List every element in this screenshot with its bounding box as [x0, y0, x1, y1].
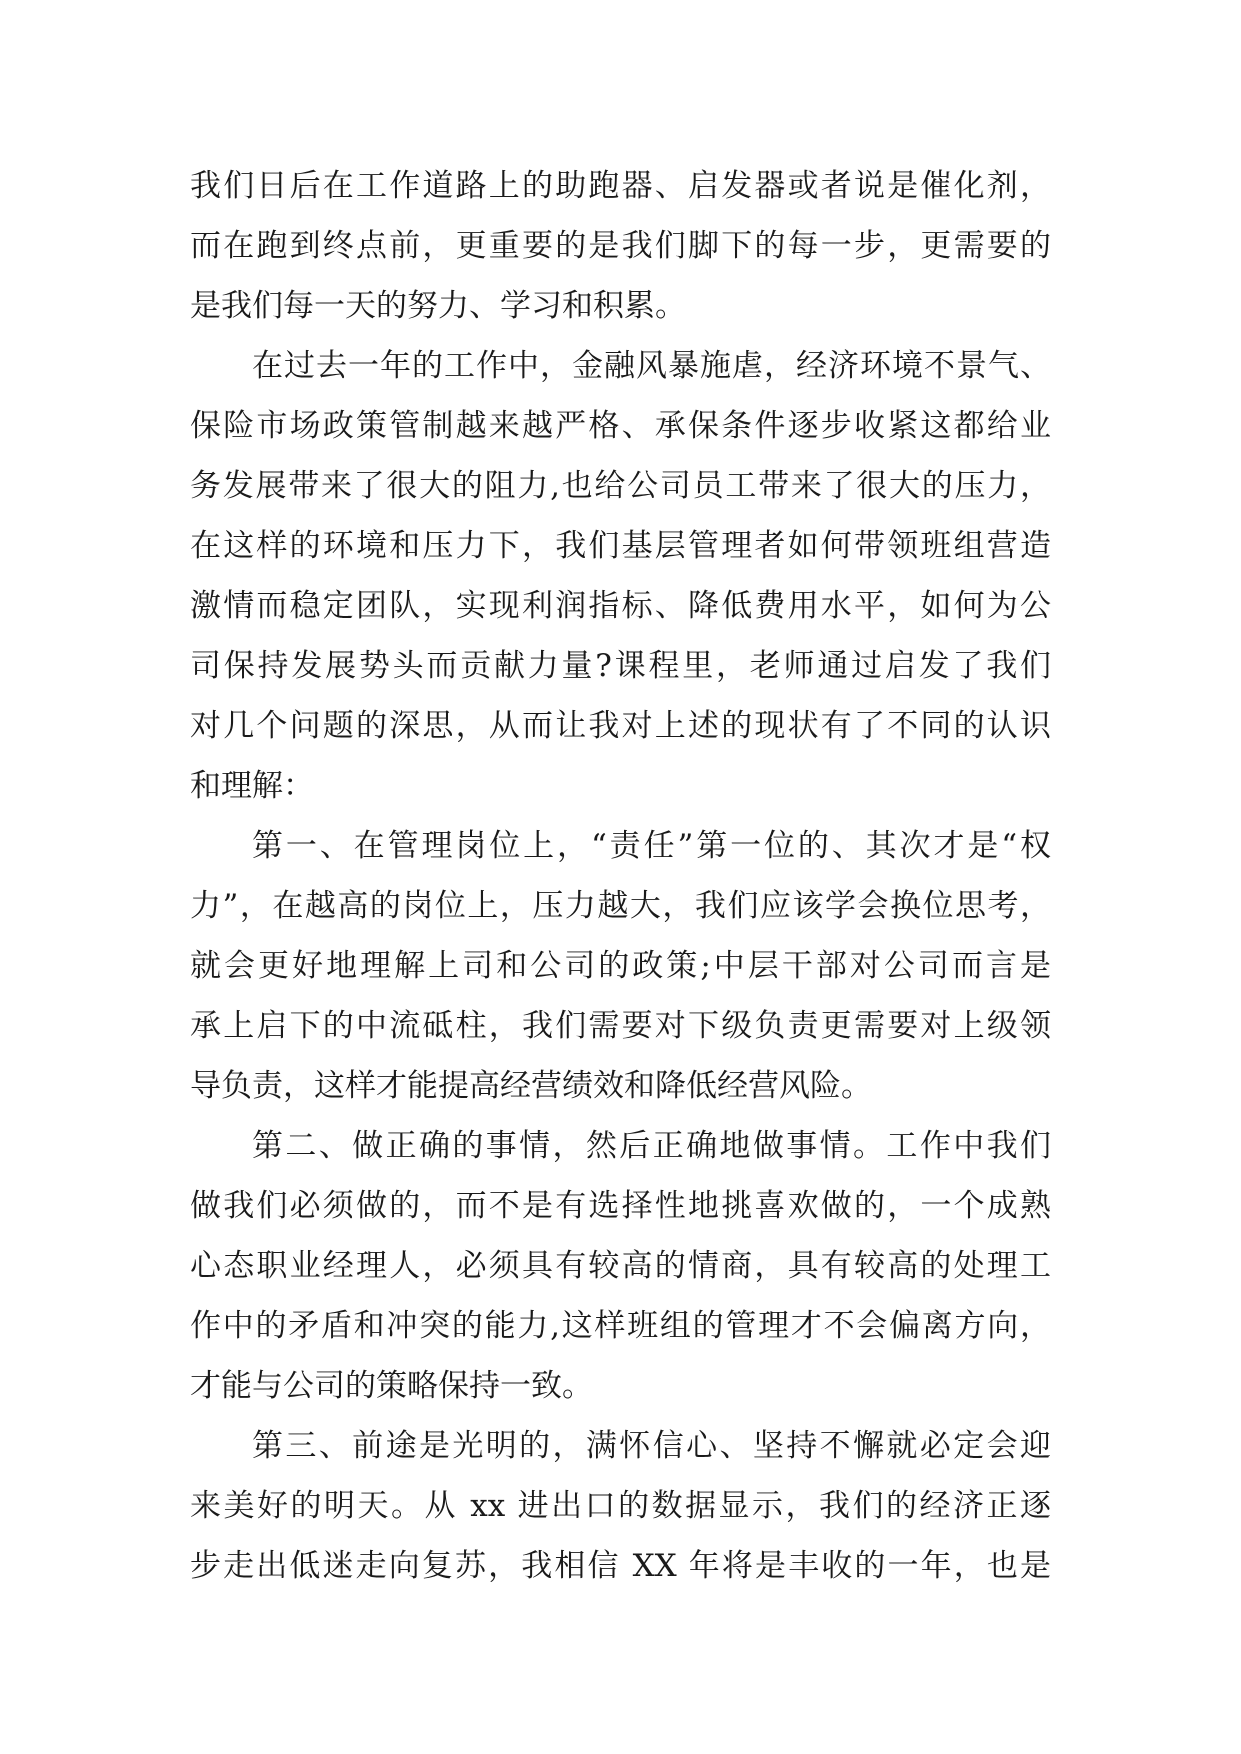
- paragraph-point-one: [190, 816, 1051, 1116]
- paragraph-point-two: [190, 1116, 1051, 1416]
- text-line: 在过去一年的工作中，金融风暴施虐，经济环境不景气、: [252, 348, 1051, 384]
- text-line: 而在跑到终点前，更重要的是我们脚下的每一步，更需要的: [190, 228, 1051, 264]
- text-line: 和理解：: [190, 768, 314, 804]
- text-line: 激情而稳定团队，实现利润指标、降低费用水平，如何为公: [190, 588, 1051, 624]
- text-line: 做我们必须做的，而不是有选择性地挑喜欢做的，一个成熟: [190, 1188, 1051, 1224]
- text-line: 步走出低迷走向复苏，我相信 XX 年将是丰收的一年，也是: [190, 1548, 1051, 1584]
- text-line: 力”，在越高的岗位上，压力越大，我们应该学会换位思考，: [190, 888, 1051, 924]
- paragraph-point-three: [190, 1416, 1051, 1596]
- text-line: 承上启下的中流砥柱，我们需要对下级负责更需要对上级领: [190, 1008, 1051, 1044]
- text-line: 第三、前途是光明的，满怀信心、坚持不懈就必定会迎: [252, 1428, 1051, 1464]
- text-line: 务发展带来了很大的阻力,也给公司员工带来了很大的压力，: [190, 468, 1051, 504]
- text-line: 第二、做正确的事情，然后正确地做事情。工作中我们: [252, 1128, 1051, 1164]
- text-line: 在这样的环境和压力下，我们基层管理者如何带领班组营造: [190, 528, 1051, 564]
- text-line: 对几个问题的深思，从而让我对上述的现状有了不同的认识: [190, 708, 1051, 744]
- document-body: [190, 156, 1051, 1596]
- text-line: 司保持发展势头而贡献力量?课程里，老师通过启发了我们: [190, 648, 1051, 684]
- text-line: 是我们每一天的努力、学习和积累。: [190, 288, 686, 324]
- text-line: 作中的矛盾和冲突的能力,这样班组的管理才不会偏离方向，: [190, 1308, 1051, 1344]
- text-line: 我们日后在工作道路上的助跑器、启发器或者说是催化剂，: [190, 168, 1051, 204]
- paragraph-past-year: [190, 336, 1051, 816]
- text-line: 就会更好地理解上司和公司的政策;中层干部对公司而言是: [190, 948, 1051, 984]
- text-line: 保险市场政策管制越来越严格、承保条件逐步收紧这都给业: [190, 408, 1051, 444]
- paragraph-continuation: [190, 156, 1051, 336]
- text-line: 心态职业经理人，必须具有较高的情商，具有较高的处理工: [190, 1248, 1051, 1284]
- text-line: 来美好的明天。从 xx 进出口的数据显示，我们的经济正逐: [190, 1488, 1051, 1524]
- text-line: 才能与公司的策略保持一致。: [190, 1368, 593, 1404]
- text-line: 第一、在管理岗位上，“责任”第一位的、其次才是“权: [252, 828, 1051, 864]
- text-line: 导负责，这样才能提高经营绩效和降低经营风险。: [190, 1068, 872, 1104]
